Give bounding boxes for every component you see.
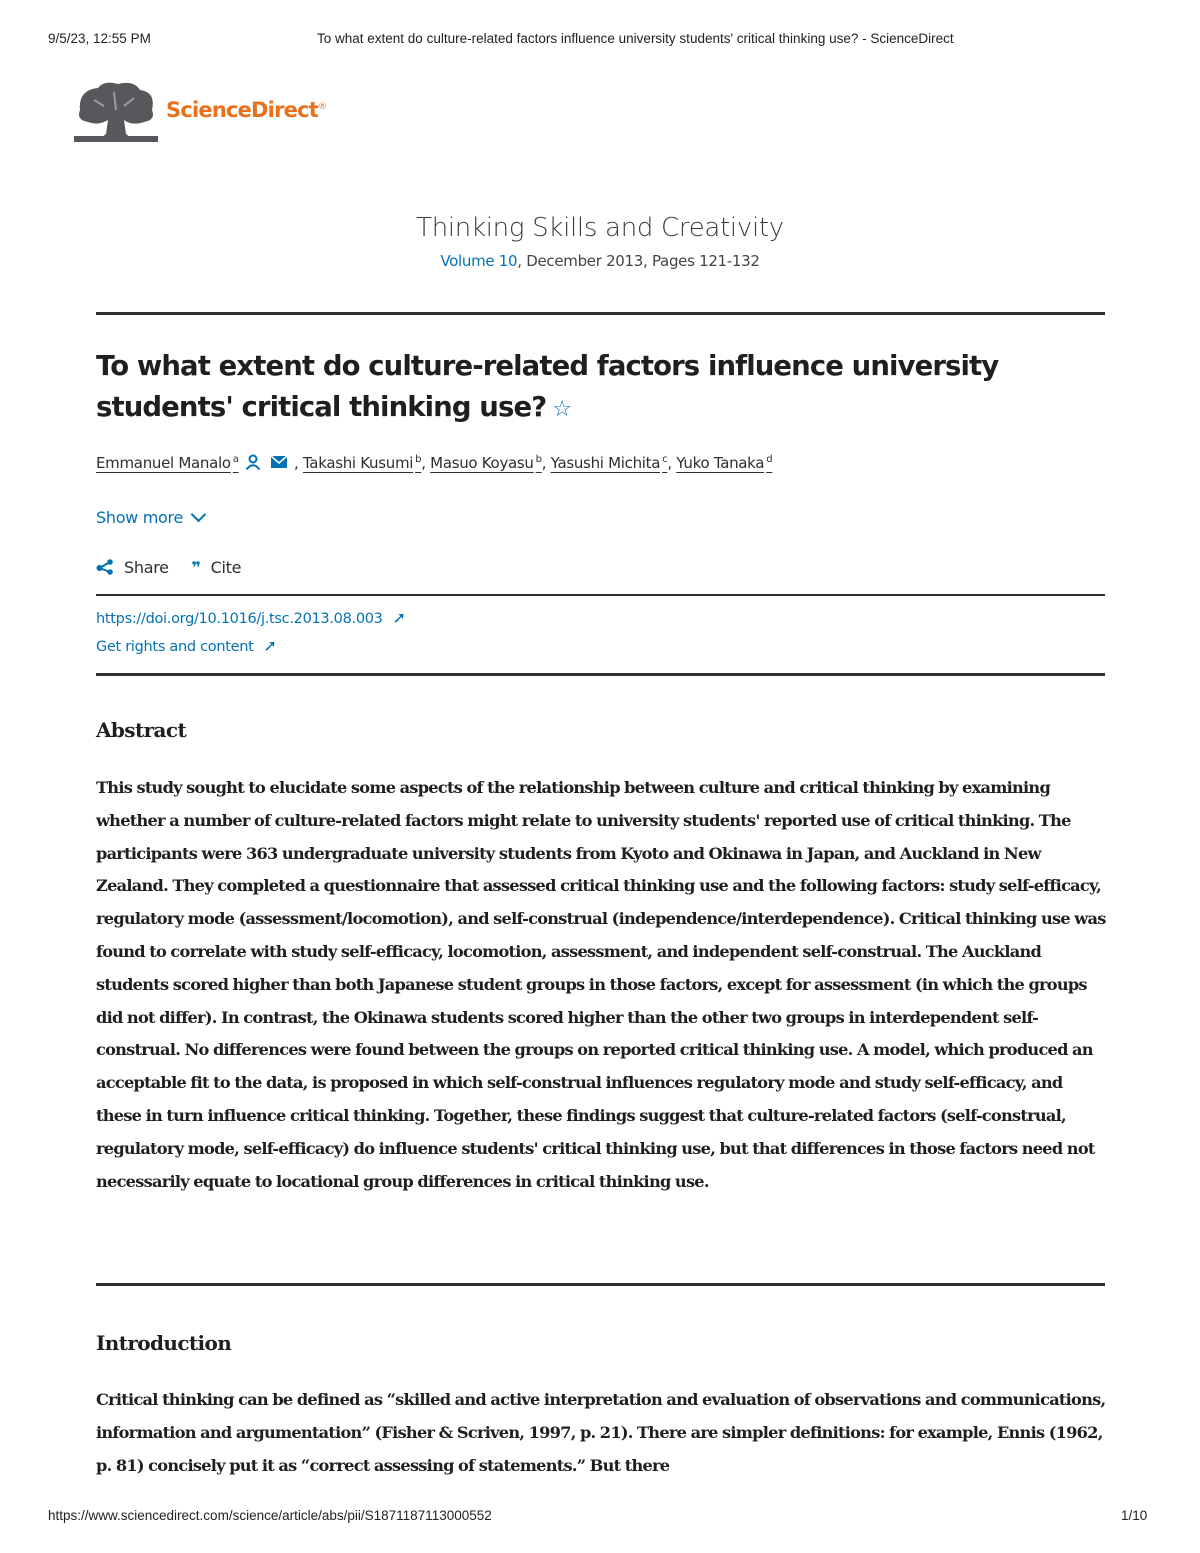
cite-button[interactable]: ❞ Cite bbox=[191, 558, 242, 577]
article-title bbox=[96, 346, 1106, 430]
author-link[interactable]: Emmanuel Manalo $^a$ bbox=[96, 454, 239, 472]
divider bbox=[96, 594, 1105, 596]
print-url: https://www.sciencedirect.com/science/article/abs/pii/S1871187113000552 bbox=[48, 1508, 492, 1523]
author-list: Emmanuel Manalo $^a$ , Takashi Kusumi $^b$, Masuo Koyasu $^b$, Yasushi Michita $^c$, Yuko Tanaka $^d$ bbox=[96, 454, 773, 472]
journal-title[interactable]: Thinking Skills and Creativity bbox=[416, 213, 784, 243]
journal-info bbox=[0, 213, 1200, 270]
sciencedirect-logo[interactable] bbox=[74, 80, 374, 142]
volume-link[interactable]: Volume 10 bbox=[440, 252, 518, 270]
article-actions bbox=[96, 558, 259, 577]
email-icon[interactable] bbox=[270, 454, 292, 472]
author-link[interactable]: Yuko Tanaka $^d$ bbox=[676, 454, 773, 472]
chevron-down-icon bbox=[191, 507, 207, 523]
divider bbox=[96, 673, 1105, 676]
print-page-title: To what extent do culture-related factors influence university students' critical thinking use? - ScienceDirect bbox=[317, 31, 954, 46]
brand-name: ScienceDirect bbox=[166, 98, 318, 122]
show-more-button[interactable]: Show more bbox=[96, 508, 204, 527]
journal-details: , December 2013, Pages 121-132 bbox=[517, 252, 760, 270]
share-icon bbox=[96, 559, 114, 575]
print-page-number: 1/10 bbox=[1121, 1508, 1148, 1523]
elsevier-tree-icon bbox=[74, 80, 158, 142]
introduction-text: Critical thinking can be defined as “skilled and active interpretation and evaluation of observations and communications, information and argumentation” (Fisher & Scriven, 1997, p. 21). There are simpler definitions: for example, Ennis (1962, p. 81) concisely put it as “correct assessing of statements.” But there bbox=[96, 1390, 1106, 1475]
external-link-icon: ➚ bbox=[392, 608, 406, 627]
rights-link[interactable]: Get rights and content ➚ bbox=[96, 636, 277, 655]
author-link[interactable]: Yasushi Michita $^c$ bbox=[550, 454, 668, 472]
journal-meta bbox=[0, 252, 1200, 270]
article-title-text: To what extent do culture-related factors influence university students' critical thinking use? bbox=[96, 350, 999, 423]
brand-mark: ® bbox=[317, 102, 327, 112]
star-outline-icon[interactable]: ☆ bbox=[552, 397, 572, 422]
quote-icon: ❞ bbox=[191, 558, 201, 577]
external-link-icon: ➚ bbox=[263, 636, 277, 655]
share-button[interactable]: Share bbox=[96, 558, 169, 577]
author-link[interactable]: Masuo Koyasu $^b$ bbox=[430, 454, 542, 472]
abstract-heading: Abstract bbox=[96, 718, 187, 742]
divider bbox=[96, 312, 1105, 315]
doi-link[interactable]: https://doi.org/10.1016/j.tsc.2013.08.003 ➚ bbox=[96, 608, 406, 627]
divider bbox=[96, 1283, 1105, 1286]
introduction-heading: Introduction bbox=[96, 1331, 232, 1355]
author-link[interactable]: Takashi Kusumi $^b$ bbox=[302, 454, 422, 472]
person-icon[interactable] bbox=[245, 454, 265, 472]
abstract-text: This study sought to elucidate some aspects of the relationship between culture and critical thinking by examining whether a number of culture-related factors might relate to university students' reported use of critical thinking. The participants were 363 undergraduate university students from Kyoto and Okinawa in Japan, and Auckland in New Zealand. They completed a questionnaire that assessed critical thinking use and the following factors: study self-efficacy, regulatory mode (assessment/locomotion), and self-construal (independence/interdependence). Critical thinking use was found to correlate with study self-efficacy, locomotion, assessment, and independent self-construal. The Auckland students scored higher than both Japanese student groups in those factors, except for assessment (in which the groups did not differ). In contrast, the Okinawa students scored higher than the other two groups in interdependent self-construal. No differences were found between the groups on reported critical thinking use. A model, which produced an acceptable fit to the data, is proposed in which self-construal influences regulatory mode and study self-efficacy, and these in turn influence critical thinking. Together, these findings suggest that culture-related factors (self-construal, regulatory mode, self-efficacy) do influence students' critical thinking use, but that differences in those factors need not necessarily equate to locational group differences in critical thinking use. bbox=[96, 778, 1106, 1191]
print-datetime: 9/5/23, 12:55 PM bbox=[48, 31, 151, 46]
